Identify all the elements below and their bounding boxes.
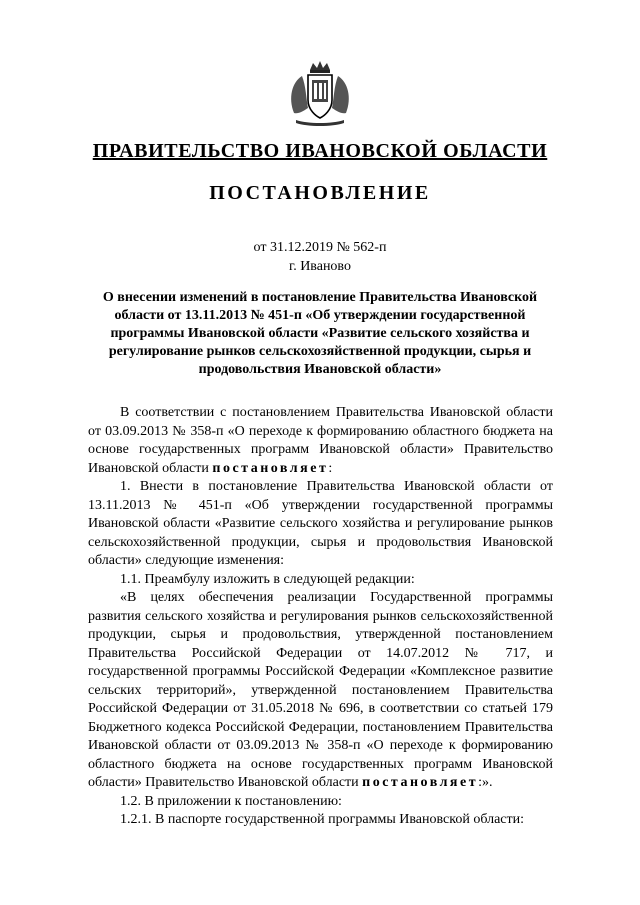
preamble-end: : — [328, 460, 333, 476]
paragraph-item-1-2: 1.2. В приложении к постановлению: — [120, 793, 342, 809]
organization-title: ПРАВИТЕЛЬСТВО ИВАНОВСКОЙ ОБЛАСТИ — [92, 140, 548, 162]
new-preamble-end: :». — [478, 775, 493, 790]
resolves-word: постановляет — [212, 460, 329, 476]
document-body — [88, 404, 553, 830]
paragraph-item-1: 1. Внести в постановление Правительства Ивановской области от 13.11.2013 № 451-п «Об утверждении государственной программы Ивановской области «Развитие сельского хозяйства и регулирование рынков сельскохозяйственной продукции, сырья и продовольствия Ивановской области» следующие изменения: — [88, 479, 553, 568]
document-subject: О внесении изменений в постановление Правительства Ивановской области от 13.11.2013 № 451-п «Об утверждении государственной программы Ивановской области «Развитие сельского хозяйства и регулирование рынков сельскохозяйственной продукции, сырья и продовольствия Ивановской области» — [102, 290, 538, 377]
paragraph-preamble — [88, 404, 553, 478]
paragraph-item-1-1: 1.1. Преамбулу изложить в следующей редакции: — [120, 571, 415, 587]
preamble-text: В соответствии с постановлением Правительства Ивановской области от 03.09.2013 № 358-п «О переходе к формированию областного бюджета на основе государственных программ Ивановской области» Правительство Ивановской области — [88, 405, 553, 476]
paragraph-new-preamble — [88, 589, 553, 793]
resolves-word-quoted: постановляет — [362, 775, 479, 790]
document-type: ПОСТАНОВЛЕНИЕ — [209, 182, 431, 204]
document-date-number: от 31.12.2019 № 562-п — [253, 240, 387, 255]
coat-of-arms-icon — [284, 58, 356, 130]
paragraph-item-1-2-1: 1.2.1. В паспорте государственной программы Ивановской области: — [120, 812, 525, 827]
document-city: г. Иваново — [289, 259, 351, 274]
new-preamble-text: «В целях обеспечения реализации Государственной программы развития сельского хозяйства и регулирования рынков сельскохозяйственной продукции, сырья и продовольствия, утвержденной постановлением Правительства Российской Федерации от 14.07.2012 № 717, и государственной программы Российской Федерации «Комплексное развитие сельских территорий», утвержденной постановлением Правительства Российской Федерации от 31.05.2018 № 696, в соответствии со статьей 179 Бюджетного кодекса Российской Федерации, постановлением Правительства Ивановской области от 03.09.2013 № 358-п «О переходе к формированию областного бюджета на основе государственных программ Ивановской области» Правительство Ивановской области — [88, 590, 553, 790]
